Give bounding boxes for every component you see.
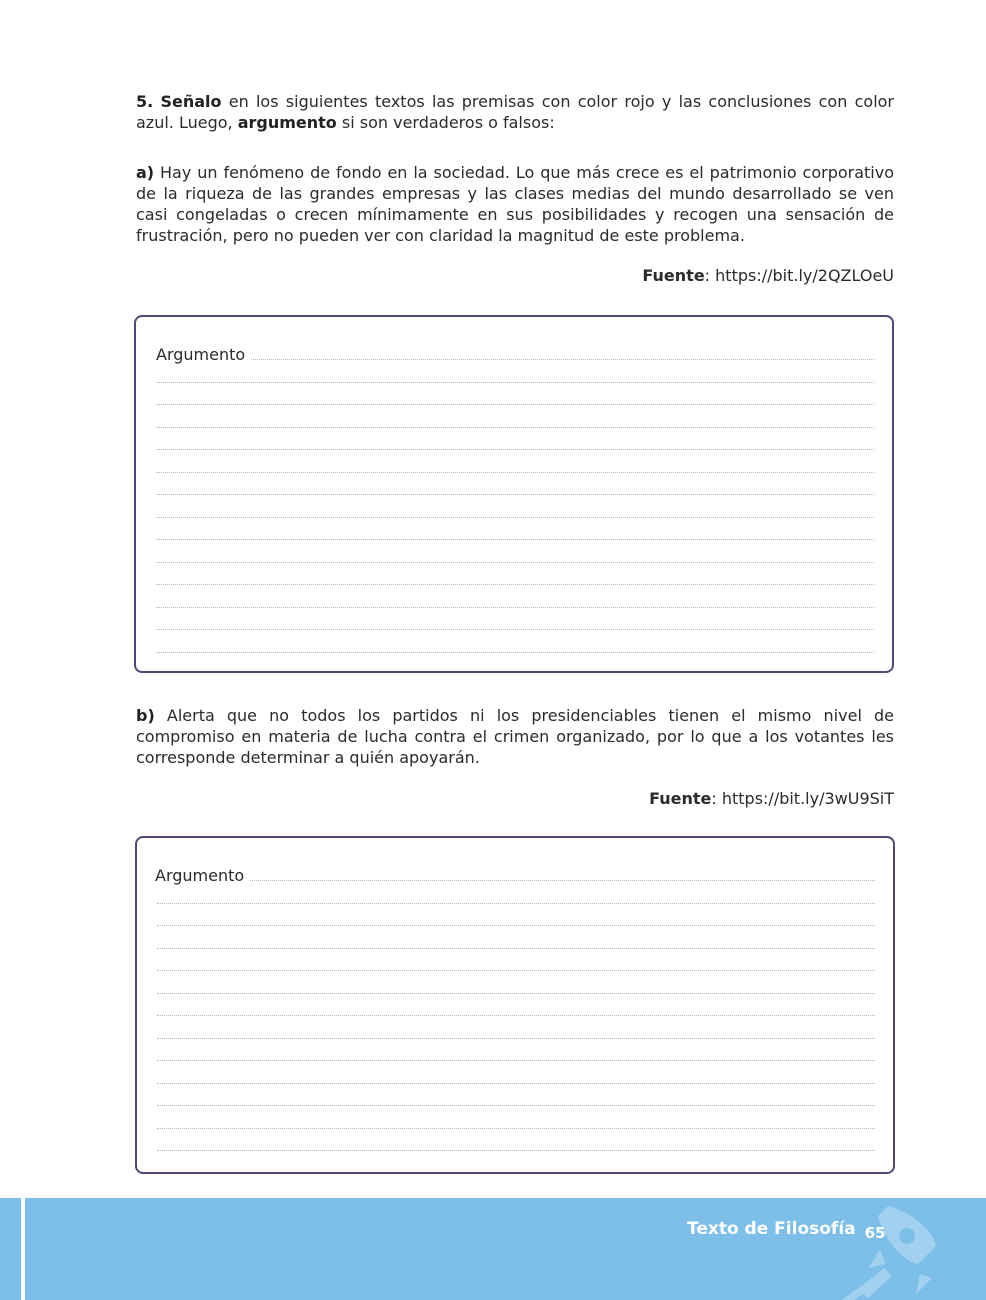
writing-line [157, 948, 875, 949]
writing-line [157, 925, 875, 926]
writing-line [156, 404, 874, 405]
item-b-source [649, 788, 894, 809]
item-a-source-url: : https://bit.ly/2QZLOeU [704, 266, 894, 285]
writing-line [156, 607, 874, 608]
writing-line [157, 903, 875, 904]
item-b-source-label: Fuente [649, 789, 712, 808]
writing-line [157, 1150, 875, 1151]
answer-label-b: Argumento [155, 866, 250, 885]
page-footer [0, 1198, 986, 1300]
page-number: 65 [864, 1224, 886, 1242]
book-title: Texto de Filosofía [687, 1219, 856, 1239]
item-b-letter: b) [136, 706, 155, 725]
writing-line [156, 652, 874, 653]
writing-line [157, 970, 875, 971]
writing-line [156, 517, 874, 518]
answer-box-b[interactable] [135, 836, 895, 1174]
writing-line [156, 629, 874, 630]
rocket-icon [828, 1198, 968, 1300]
instruction-text [136, 91, 894, 133]
item-a-letter: a) [136, 163, 155, 182]
instruction-body-1: en los siguientes textos las premisas con color rojo y las conclusiones con color azul. Luego, [136, 92, 894, 132]
item-a-body: Hay un fenómeno de fondo en la sociedad. Lo que más crece es el patrimonio corporativo de la riqueza de las grandes empresas y las clases medias del mundo desarrollado se ven casi congeladas o crecen mínimamente en sus posibilidades y recogen una sensación de frustración, pero no pueden ver con claridad la magnitud de este problema. [136, 163, 894, 245]
writing-line [156, 562, 874, 563]
instruction-number: 5. [136, 92, 154, 111]
writing-line [156, 472, 874, 473]
writing-line [156, 449, 874, 450]
writing-line [157, 1083, 875, 1084]
item-a-source-label: Fuente [642, 266, 705, 285]
writing-line [157, 993, 875, 994]
item-a-source [642, 265, 894, 286]
writing-line [156, 359, 874, 360]
item-b-text [136, 705, 894, 768]
writing-line [157, 1015, 875, 1016]
item-b-body: Alerta que no todos los partidos ni los presidenciables tienen el mismo nivel de compromiso en materia de lucha contra el crimen organizado, por lo que a los votantes les corresponde determinar a quién apoyarán. [136, 706, 894, 767]
item-a-text [136, 162, 894, 246]
writing-line [156, 382, 874, 383]
instruction-verb-2: argumento [237, 113, 337, 132]
writing-line [156, 494, 874, 495]
writing-line [157, 1060, 875, 1061]
writing-line [157, 1105, 875, 1106]
writing-line [157, 1038, 875, 1039]
writing-line [156, 584, 874, 585]
footer-divider [21, 1198, 25, 1300]
answer-label-a: Argumento [156, 345, 251, 364]
item-b-source-url: : https://bit.ly/3wU9SiT [711, 789, 894, 808]
instruction-verb: Señalo [160, 92, 222, 111]
writing-line [156, 539, 874, 540]
instruction-body-2: si son verdaderos o falsos: [336, 113, 555, 132]
writing-line [157, 880, 875, 881]
writing-line [156, 427, 874, 428]
writing-line [157, 1128, 875, 1129]
answer-box-a[interactable] [134, 315, 894, 673]
